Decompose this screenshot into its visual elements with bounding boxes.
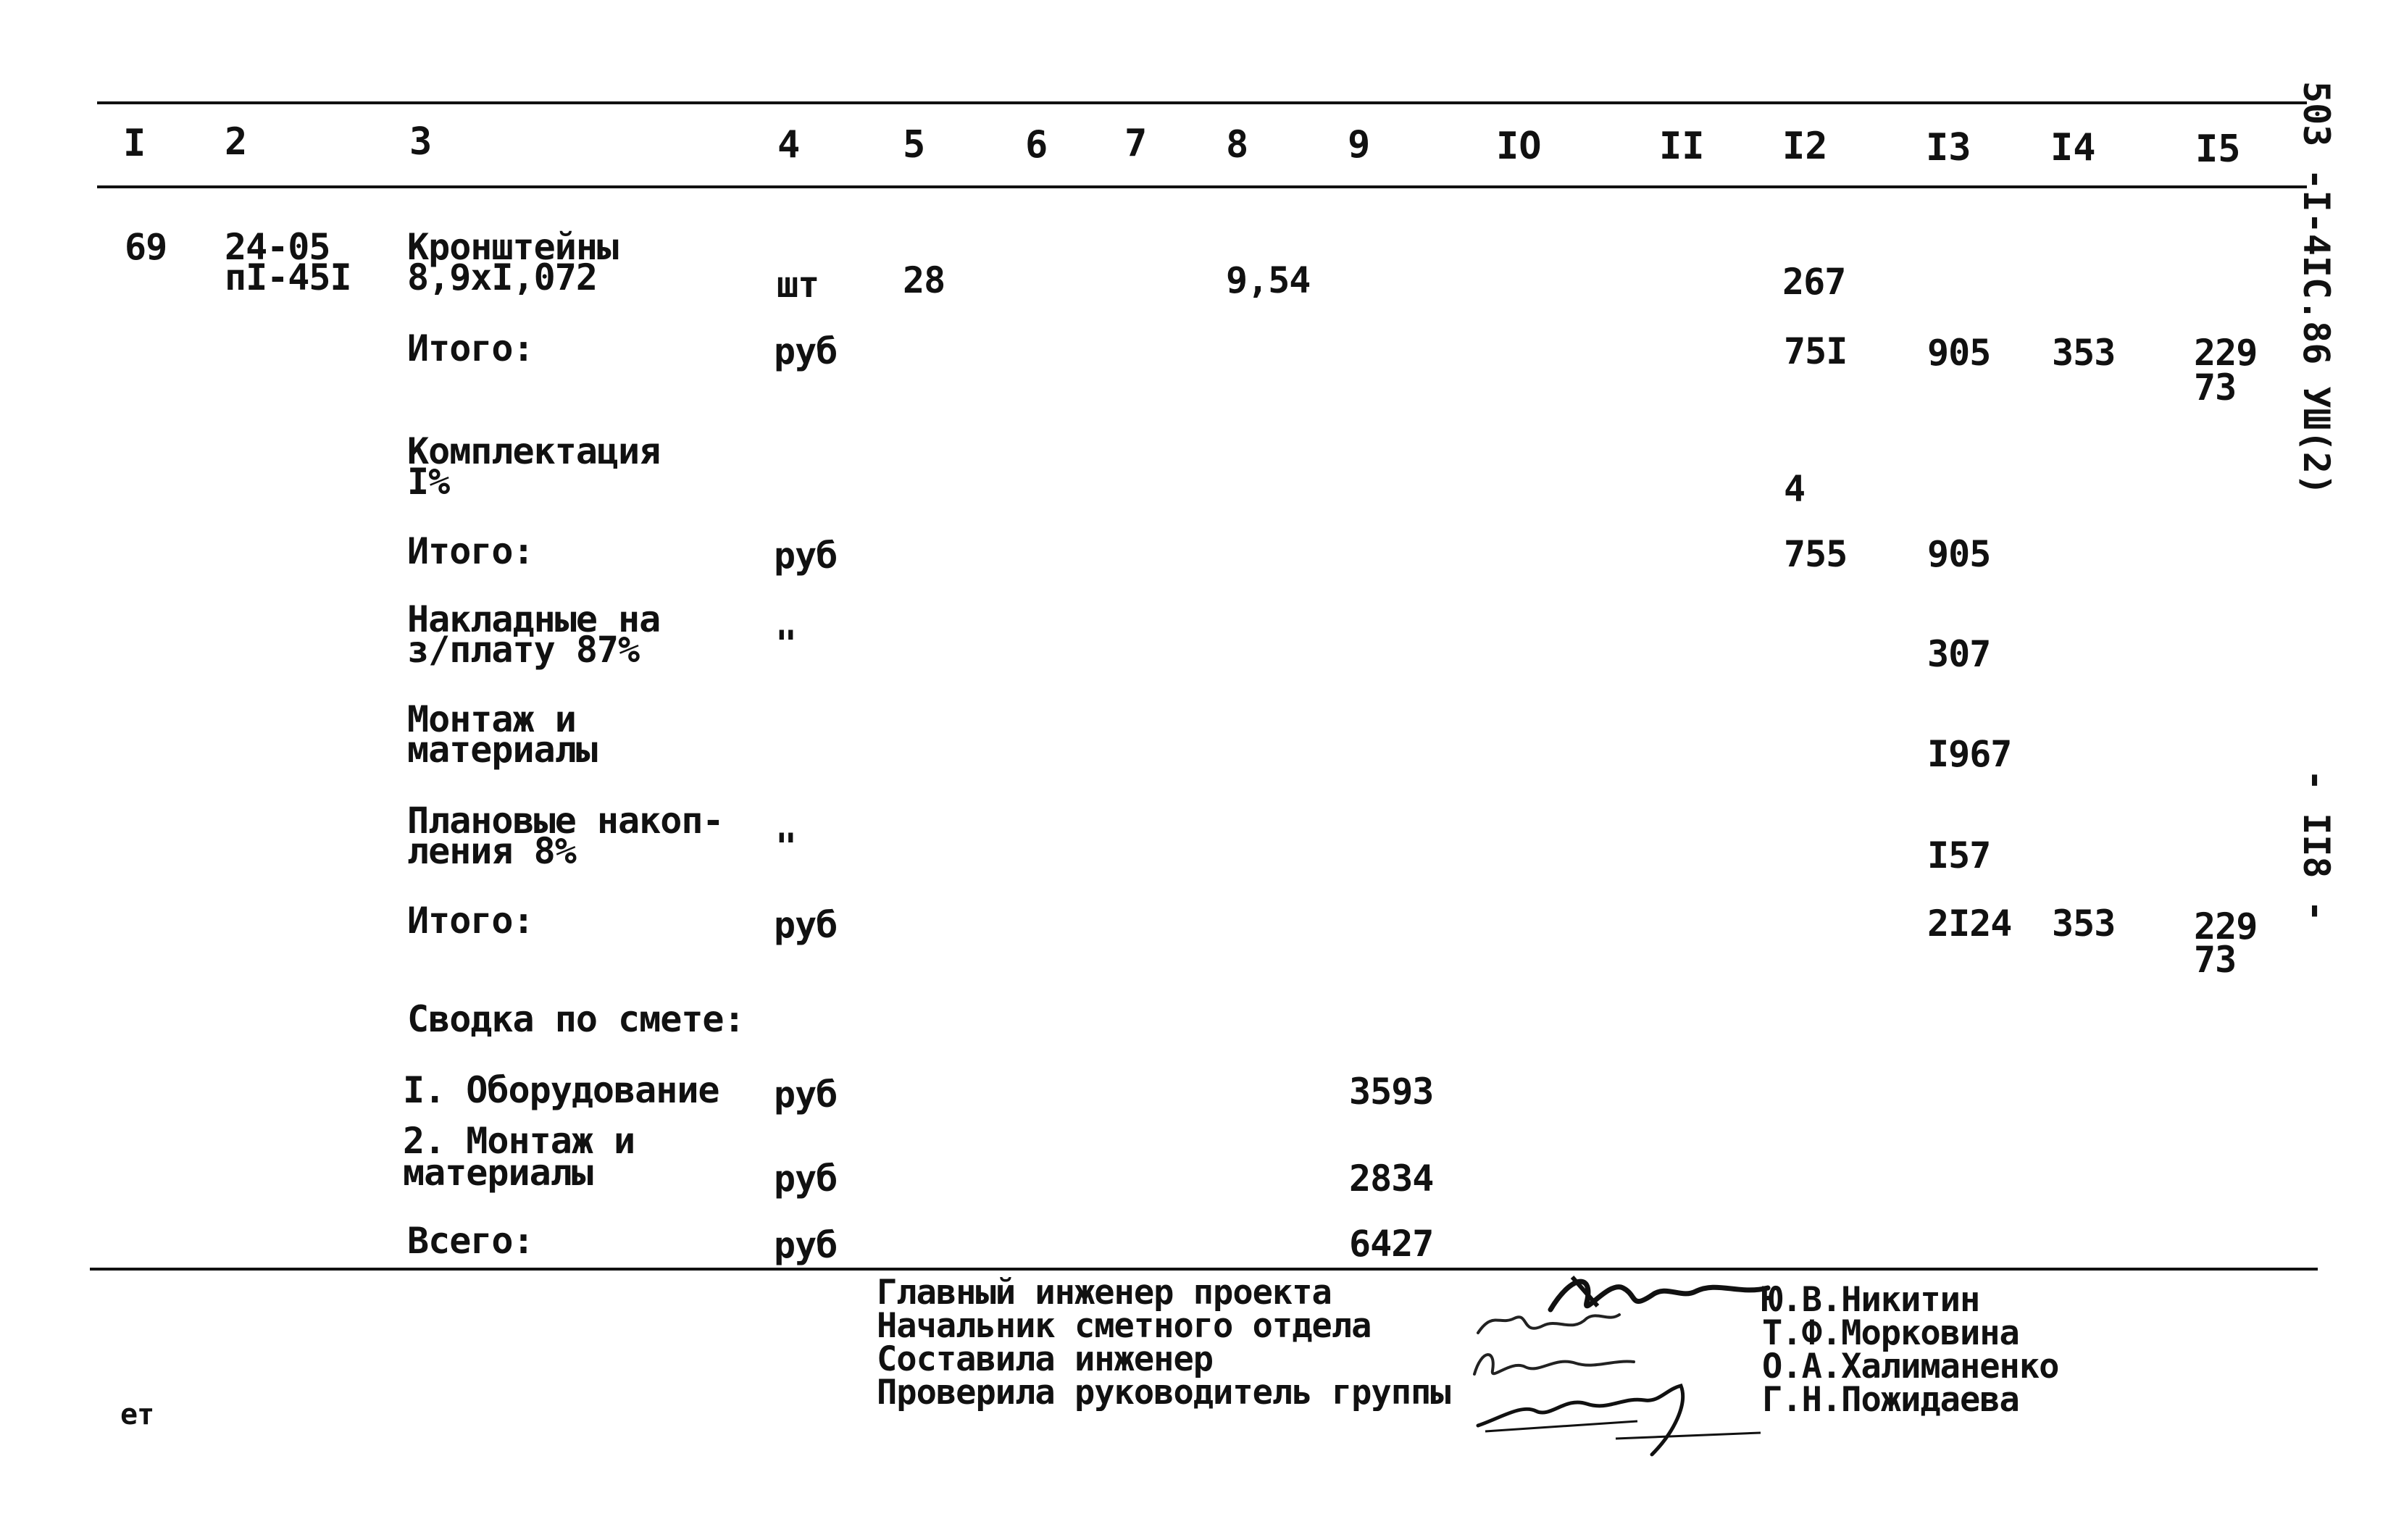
item-col12: 267: [1782, 261, 1846, 303]
col-header-8: 8: [1226, 123, 1249, 167]
complect-label-line2: I%: [407, 461, 450, 503]
col-header-2: 2: [225, 120, 248, 164]
overhead-unit-ditto: ": [775, 623, 797, 665]
col-header-4: 4: [777, 123, 801, 167]
col-header-10: IO: [1496, 125, 1542, 168]
total3-unit: руб: [774, 904, 838, 946]
planned-label-line2: ления 8%: [407, 830, 576, 872]
col-header-11: II: [1659, 125, 1705, 168]
col-header-7: 7: [1124, 122, 1148, 165]
col-header-9: 9: [1348, 123, 1371, 167]
item-price: 9,54: [1226, 259, 1311, 301]
summary-title: Сводка по смете:: [407, 998, 745, 1040]
document-code: 503 -I-4IC.86 УШ(2): [2295, 81, 2337, 495]
summary-total-value: 6427: [1349, 1223, 1434, 1265]
name-nikitin: Ю.В.Никитин: [1762, 1280, 1980, 1320]
total3-col15-line1: 229: [2194, 905, 2258, 947]
signature-scribble-2: [1471, 1297, 1630, 1347]
total1-col12: 75I: [1784, 330, 1848, 372]
total3-label: Итого:: [407, 900, 534, 942]
role-engineer: Составила инженер: [877, 1339, 1214, 1379]
col-header-6: 6: [1025, 123, 1048, 167]
top-rule: [97, 101, 2307, 104]
total3-col13: 2I24: [1927, 903, 2012, 945]
item-name-line2: 8,9хI,072: [407, 256, 597, 298]
total3-col15-line2: 73: [2194, 939, 2237, 981]
page-number: - II8 -: [2295, 769, 2337, 922]
total1-col13: 905: [1927, 332, 1991, 374]
complect-label-line1: Комплектация: [407, 430, 661, 472]
planned-label-line1: Плановые накоп-: [407, 800, 724, 842]
role-chief-engineer: Главный инженер проекта: [877, 1273, 1332, 1313]
name-pozhidaeva: Г.Н.Пожидаева: [1762, 1380, 2019, 1420]
total1-col14: 353: [2052, 332, 2116, 374]
item-name-line1: Кронштейны: [407, 226, 619, 268]
total2-col13: 905: [1927, 533, 1991, 575]
total2-unit: руб: [774, 535, 838, 577]
footer-mark: ет: [120, 1398, 154, 1431]
overhead-label-line1: Накладные на: [407, 598, 661, 640]
montage-label-line2: материалы: [407, 729, 597, 771]
name-khalimanenko: О.А.Халиманенко: [1762, 1347, 2059, 1386]
item-code-line1: 24-05: [225, 226, 330, 268]
summary-montage-label-line2: материалы: [403, 1152, 593, 1194]
col-header-3: 3: [409, 120, 433, 164]
bottom-rule: [90, 1268, 2318, 1271]
summary-equipment-unit: руб: [774, 1074, 838, 1116]
col-header-14: I4: [2050, 126, 2096, 170]
header-rule: [97, 185, 2307, 188]
col-header-5: 5: [903, 123, 926, 167]
overhead-col13: 307: [1927, 633, 1991, 675]
signature-scribble-4: [1471, 1375, 1775, 1462]
name-morkovina: Т.Ф.Морковина: [1762, 1313, 2019, 1353]
summary-montage-unit: руб: [774, 1158, 838, 1200]
planned-unit-ditto: ": [775, 826, 797, 868]
montage-label-line1: Монтаж и: [407, 698, 576, 740]
summary-montage-label-line1: 2. Монтаж и: [403, 1120, 635, 1162]
total2-label: Итого:: [407, 530, 534, 572]
total1-label: Итого:: [407, 327, 534, 369]
planned-col13: I57: [1927, 834, 1991, 876]
summary-total-label: Всего:: [407, 1220, 534, 1262]
col-header-1: I: [123, 122, 146, 165]
total2-col12: 755: [1784, 533, 1848, 575]
summary-equipment-value: 3593: [1349, 1071, 1434, 1113]
total3-col14: 353: [2052, 903, 2116, 945]
summary-montage-value: 2834: [1349, 1158, 1434, 1200]
summary-equipment-label: I. Оборудование: [403, 1069, 719, 1111]
col-header-12: I2: [1782, 125, 1828, 168]
role-head-estimates: Начальник сметного отдела: [877, 1306, 1372, 1346]
item-unit: шт: [777, 264, 819, 306]
total1-col15-line1: 229: [2194, 332, 2258, 374]
complect-col12: 4: [1784, 468, 1806, 510]
item-quantity: 28: [903, 259, 946, 301]
item-number: 69: [125, 226, 167, 268]
montage-col13: I967: [1927, 733, 2012, 775]
total1-col15-line2: 73: [2194, 367, 2237, 409]
col-header-13: I3: [1926, 126, 1971, 170]
col-header-15: I5: [2195, 127, 2241, 171]
summary-total-unit: руб: [774, 1224, 838, 1266]
overhead-label-line2: з/плату 87%: [407, 629, 640, 671]
role-group-lead: Проверила руководитель группы: [877, 1373, 1450, 1413]
item-code-line2: пI-45I: [225, 256, 351, 298]
total1-unit: руб: [774, 330, 838, 372]
